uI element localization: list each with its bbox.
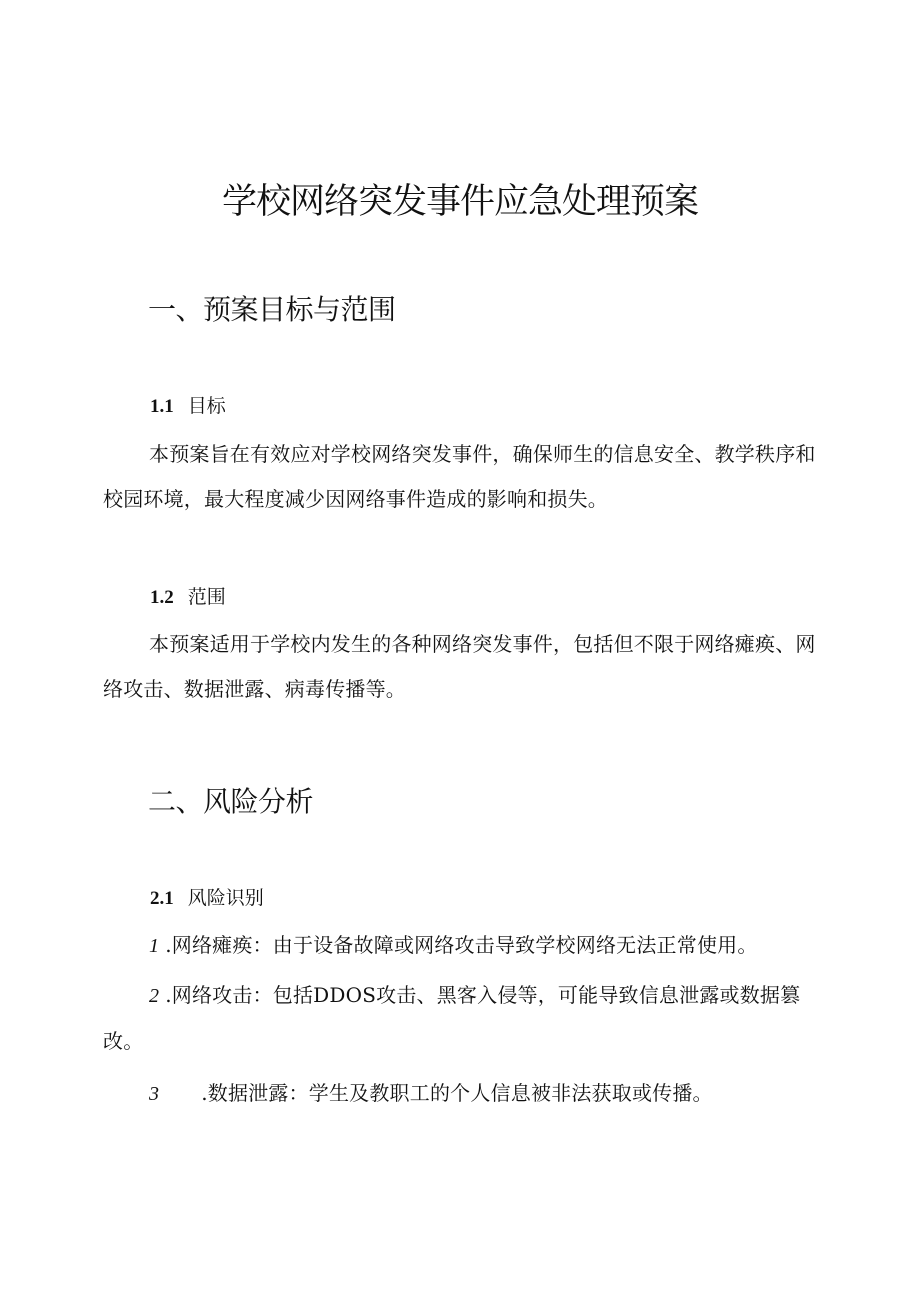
subsection-number: 1.1 bbox=[150, 396, 174, 417]
document-title: 学校网络突发事件应急处理预案 bbox=[221, 182, 698, 222]
list-item-text: .网络攻击：包括DDOS攻击、黑客入侵等，可能导致信息泄露或数据篡改。 bbox=[103, 983, 801, 1053]
list-item-number: 2 bbox=[149, 985, 160, 1007]
section-heading-risk-analysis: 二、风险分析 bbox=[148, 785, 314, 818]
subsection-title: 风险识别 bbox=[187, 887, 264, 909]
list-item-number: 1 bbox=[149, 935, 160, 957]
subsection-title: 范围 bbox=[187, 586, 226, 608]
list-item-text: .数据泄露：学生及教职工的个人信息被非法获取或传播。 bbox=[201, 1081, 713, 1105]
subsection-heading-1-1 bbox=[150, 393, 226, 420]
list-item-number: 3 bbox=[149, 1083, 160, 1105]
paragraph-goal: 本预案旨在有效应对学校网络突发事件，确保师生的信息安全、教学秩序和校园环境，最大程度减少因网络事件造成的影响和损失。 bbox=[103, 442, 816, 511]
subsection-heading-2-1 bbox=[150, 885, 264, 912]
list-item-network-attack bbox=[103, 973, 823, 1064]
paragraph-scope: 本预案适用于学校内发生的各种网络突发事件，包括但不限于网络瘫痪、网络攻击、数据泄露、病毒传播等。 bbox=[103, 632, 816, 701]
subsection-title: 目标 bbox=[187, 395, 226, 417]
list-item-text: .网络瘫痪：由于设备故障或网络攻击导致学校网络无法正常使用。 bbox=[165, 933, 758, 957]
subsection-number: 1.2 bbox=[150, 587, 174, 608]
list-item-network-paralysis bbox=[103, 923, 823, 969]
section-heading-goals-scope: 一、预案目标与范围 bbox=[148, 293, 396, 326]
subsection-number: 2.1 bbox=[150, 888, 174, 909]
list-item-data-leak bbox=[103, 1071, 823, 1117]
subsection-heading-1-2 bbox=[150, 584, 226, 611]
